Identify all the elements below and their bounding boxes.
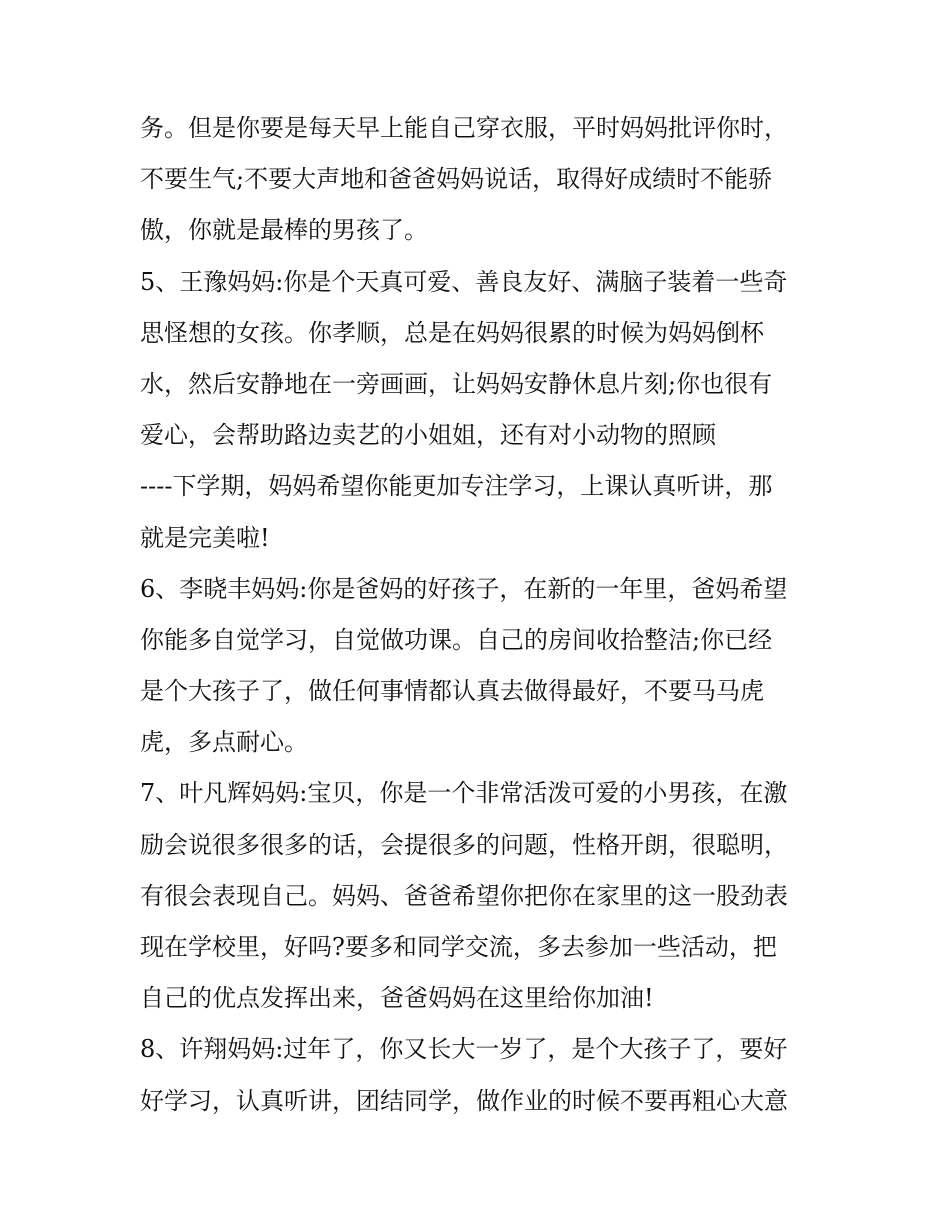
text-line: 6、李晓丰妈妈:你是爸妈的好孩子，在新的一年里，爸妈希望 (140, 574, 788, 603)
text-line: 是个大孩子了，做任何事情都认真去做得最好，不要马马虎 (140, 677, 764, 706)
text-line: 水，然后安静地在一旁画画，让妈妈安静休息片刻;你也很有 (140, 369, 773, 398)
document-body (140, 103, 820, 1127)
text-line: 虎，多点耐心。 (140, 728, 308, 757)
text-line: 7、叶凡辉妈妈:宝贝，你是一个非常活泼可爱的小男孩，在激 (140, 779, 788, 808)
text-line: 5、王豫妈妈:你是个天真可爱、善良友好、满脑子装着一些奇 (140, 267, 788, 296)
text-line: 就是完美啦! (140, 523, 270, 552)
text-line: 傲，你就是最棒的男孩了。 (140, 216, 428, 245)
text-line: 现在学校里，好吗?要多和同学交流，多去参加一些活动，把 (140, 933, 777, 961)
text-line: 励会说很多很多的话，会提很多的问题，性格开朗，很聪明， (140, 830, 788, 859)
text-line: 务。但是你要是每天早上能自己穿衣服，平时妈妈批评你时， (140, 114, 788, 142)
text-line: 8、许翔妈妈:过年了，你又长大一岁了，是个大孩子了，要好 (140, 1035, 788, 1064)
text-line: 不要生气;不要大声地和爸爸妈妈说话，取得好成绩时不能骄 (140, 165, 773, 194)
text-line: ----下学期，妈妈希望你能更加专注学习，上课认真听讲，那 (140, 472, 773, 501)
text-line: 好学习，认真听讲，团结同学，做作业的时候不要再粗心大意 (140, 1086, 788, 1115)
text-line: 有很会表现自己。妈妈、爸爸希望你把你在家里的这一股劲表 (140, 881, 788, 910)
text-line: 思怪想的女孩。你孝顺，总是在妈妈很累的时候为妈妈倒杯 (140, 318, 764, 347)
text-line: 你能多自觉学习，自觉做功课。自己的房间收拾整洁;你已经 (140, 625, 773, 654)
text-line: 爱心，会帮助路边卖艺的小姐姐，还有对小动物的照顾 (140, 421, 716, 450)
text-line: 自己的优点发挥出来，爸爸妈妈在这里给你加油! (140, 984, 654, 1013)
